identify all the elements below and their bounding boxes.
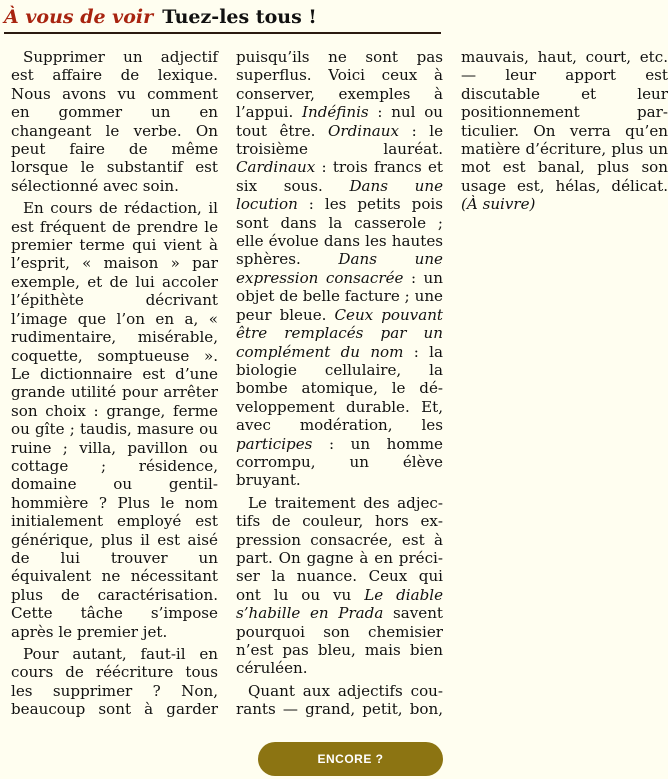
term-locution: Dans une locution <box>236 176 443 214</box>
term-cardinaux: Cardinaux <box>236 158 316 177</box>
paragraph <box>11 48 218 195</box>
paragraph-text: : un homme corrompu, un élève bruyant. <box>236 434 443 490</box>
term-ordinaux: Ordinaux <box>328 121 400 140</box>
rubric-label: À vous de voir <box>4 6 154 28</box>
term-expression: Dans une expression consacrée <box>236 250 443 287</box>
article-header <box>4 6 441 34</box>
term-indefinis: Indéfinis <box>302 103 369 122</box>
paragraph-text: Pour autant, faut-il en cours de réécriture tous les supprimer ? Non, beaucoup sont à garder puisqu’ils ne sont pas superflus. Voici ceux à conserver, exemples à l’appui. <box>11 48 443 719</box>
term-complement: Ceux pouvant être remplacés par un complément du nom <box>236 305 443 361</box>
paragraph <box>236 494 443 678</box>
article-body <box>11 48 668 730</box>
paragraph-text: : nul ou tout être. <box>236 103 444 140</box>
paragraph-text: : un objet de belle facture ; une peur bleue. <box>236 268 443 324</box>
paragraph-text: : trois francs et six sous. <box>236 158 443 195</box>
to-be-continued: (À suivre) <box>461 195 536 214</box>
paragraph-text: savent pourquoi son chemisier n’est pas bleu, mais bien céruléen. <box>236 604 443 678</box>
paragraph <box>11 199 218 641</box>
paragraph-text: : les petits pois sont dans la casserole ; elle évolue dans les hautes sphères. <box>236 195 443 269</box>
term-participes: participes <box>236 434 313 453</box>
book-title: Le diable s’habille en Prada <box>236 585 443 623</box>
paragraph-text: Supprimer un adjectif est affaire de lexique. Nous avons vu comment en gommer un en changeant le verbe. On peut faire de même lorsque le substantif est sélectionné avec soin. <box>11 48 218 195</box>
encore-button[interactable]: ENCORE ? <box>258 742 443 776</box>
article-title: Tuez-les tous ! <box>162 6 317 28</box>
paragraph-text: Quant aux adjectifs courants — grand, petit, bon, mauvais, haut, court, etc. — leur apport est discutable et leur positionnement particulier. On verra qu’en matière d’écriture, plus un mot est banal, plus son usage est, hélas, délicat. <box>236 48 668 719</box>
paragraph-text: : le troisième lauréat. <box>236 121 443 159</box>
paragraph-text: : la biologie cellulaire, la bombe atomique, le développement durable. Et, avec modération, les <box>236 342 443 435</box>
paragraph-text: En cours de rédaction, il est fréquent de prendre le premier terme qui vient à l’esprit, « maison » par exemple, et de lui accoler l’épithète décrivant l’image que l’on en a, « rudimentaire, misérable, coquette, somptueuse ». Le dictionnaire est d’une grande utilité pour arrêter son choix : grange, ferme ou gîte ; taudis, masure ou ruine ; villa, pavillon ou cottage ; résidence, domaine ou gentilhommière ? Plus le nom initialement employé est générique, plus il est aisé de lui trouver un équivalent ne nécessitant plus de caractérisation. Cette tâche s’impose après le premier jet. <box>11 199 218 641</box>
paragraph-text: Le traitement des adjectifs de couleur, hors expression consacrée, est à part. On gagne à en préciser la nuance. Ceux qui ont lu ou vu <box>236 493 443 604</box>
